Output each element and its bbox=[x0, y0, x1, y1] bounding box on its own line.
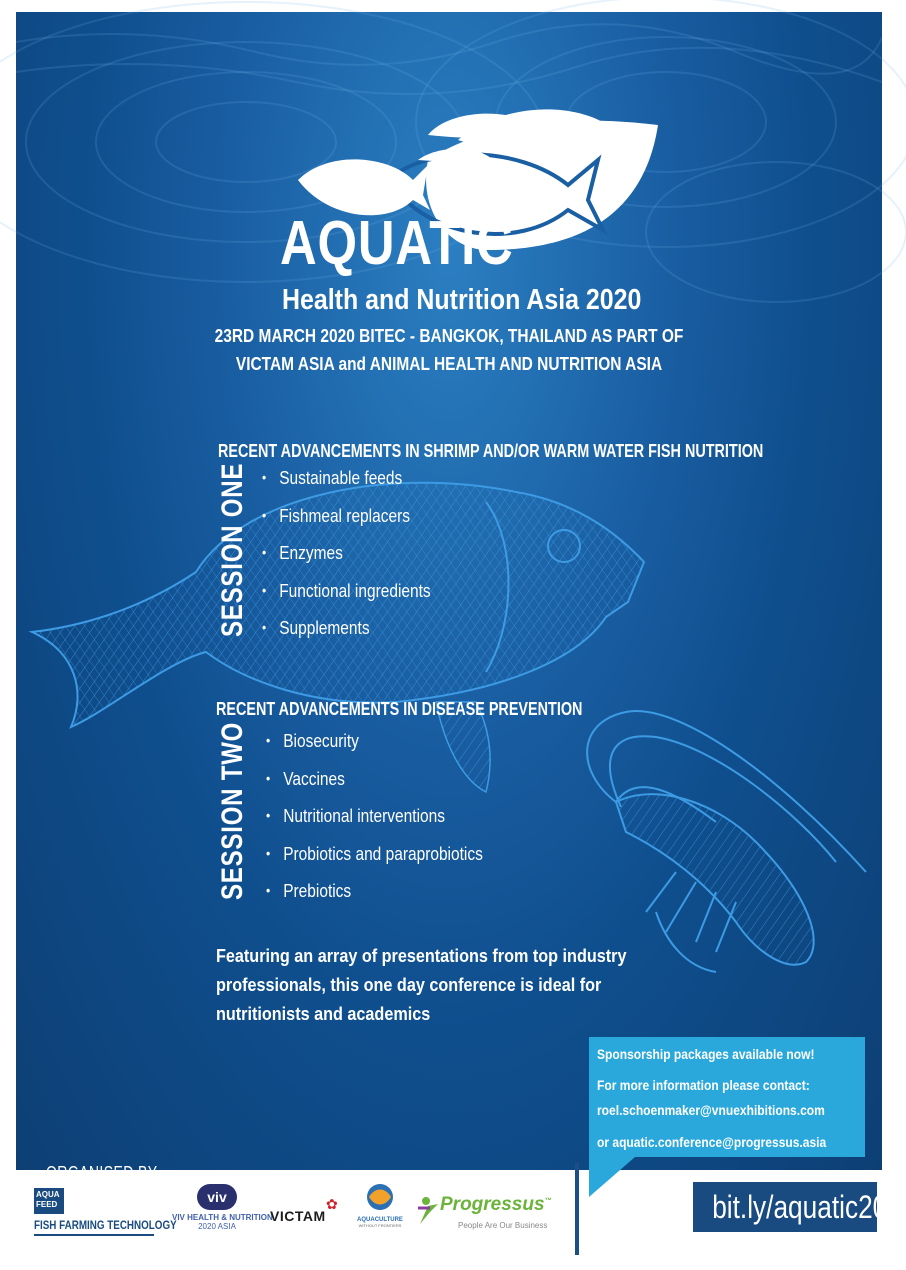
contact-email-1[interactable]: roel.schoenmaker@vnuexhibitions.com bbox=[597, 1102, 825, 1118]
more-info-text: For more information please contact: bbox=[597, 1077, 810, 1093]
contact-box bbox=[589, 1037, 865, 1157]
fish-farming-text: FISH FARMING TECHNOLOGY bbox=[34, 1218, 177, 1232]
aquaculture-globe-icon bbox=[365, 1182, 395, 1212]
session-one-label: SESSION ONE bbox=[216, 462, 249, 637]
session-two-heading: RECENT ADVANCEMENTS IN DISEASE PREVENTION bbox=[216, 699, 583, 719]
victam-text: VICTAM bbox=[270, 1208, 326, 1224]
title-aquatic: AQUATIC bbox=[280, 209, 514, 278]
aquafeed-bottom-text: FEED bbox=[36, 1200, 58, 1209]
sponsorship-text: Sponsorship packages available now! bbox=[597, 1046, 815, 1062]
viv-text: VIV HEALTH & NUTRITION bbox=[172, 1213, 273, 1222]
fish-farming-underline bbox=[34, 1234, 154, 1236]
progressus-text: Progressus™ bbox=[440, 1194, 552, 1215]
viv-mark: viv bbox=[197, 1184, 237, 1210]
aquaculture-sub: WITHOUT FRONTIERS bbox=[358, 1223, 402, 1228]
progressus-tagline: People Are Our Business bbox=[458, 1221, 548, 1230]
title-subtitle: Health and Nutrition Asia 2020 bbox=[282, 284, 642, 316]
aquafeed-top-text: AQUA bbox=[36, 1190, 60, 1199]
progressus-logo bbox=[418, 1194, 568, 1234]
footer-divider bbox=[575, 1163, 579, 1255]
contact-email-2[interactable]: or aquatic.conference@progressus.asia bbox=[597, 1134, 827, 1150]
event-date-location: 23RD MARCH 2020 BITEC - BANGKOK, THAILAND AS PART OF bbox=[214, 326, 684, 346]
viv-sub: 2020 ASIA bbox=[198, 1222, 236, 1231]
event-part-of: VICTAM ASIA and ANIMAL HEALTH AND NUTRITION ASIA bbox=[235, 354, 663, 374]
progressus-figure-icon bbox=[418, 1196, 440, 1226]
viv-logo bbox=[172, 1184, 273, 1240]
session-two-label: SESSION TWO bbox=[216, 721, 249, 900]
short-url-link[interactable]: bit.ly/aquatic20 bbox=[693, 1182, 877, 1232]
sketch-shrimp bbox=[587, 711, 866, 972]
aquaculture-text: AQUACULTURE bbox=[357, 1217, 403, 1223]
victam-logo bbox=[270, 1196, 340, 1230]
session-one-heading: RECENT ADVANCEMENTS IN SHRIMP AND/OR WARM WATER FISH NUTRITION bbox=[218, 441, 764, 461]
victam-flower-icon: ✿ bbox=[326, 1196, 338, 1212]
aquafeed-logo bbox=[34, 1188, 177, 1236]
conference-description: Featuring an array of presentations from top industry professionals, this one day conference is ideal for nutritionists and academics bbox=[216, 946, 627, 1024]
poster-background: AQUATIC Health and Nutrition Asia 2020 23RD MARCH 2020 BITEC - BANGKOK, THAILAND AS PART OF VICTAM ASIA and ANIMAL HEALTH AND NUTRITION ASIA RECENT ADVANCEMENTS IN SHRIMP AND/OR WARM WATER FISH NUTRITION SESSION ONE • Sustainable feeds • Fishmeal replacers • Enzymes • Functional ingredients • Supplements RECENT ADVANCEMENTS IN DISEASE PREVENTION SESSION TWO • Biosecurity • Vaccines • Nutritional interventions • Probiotics and paraprobiotics • Prebiotics Featuring an array of presentations from top industry professionals, this one day conference is ideal for nutritionists and academics bbox=[16, 12, 882, 1170]
aquaculture-logo bbox=[350, 1182, 410, 1240]
